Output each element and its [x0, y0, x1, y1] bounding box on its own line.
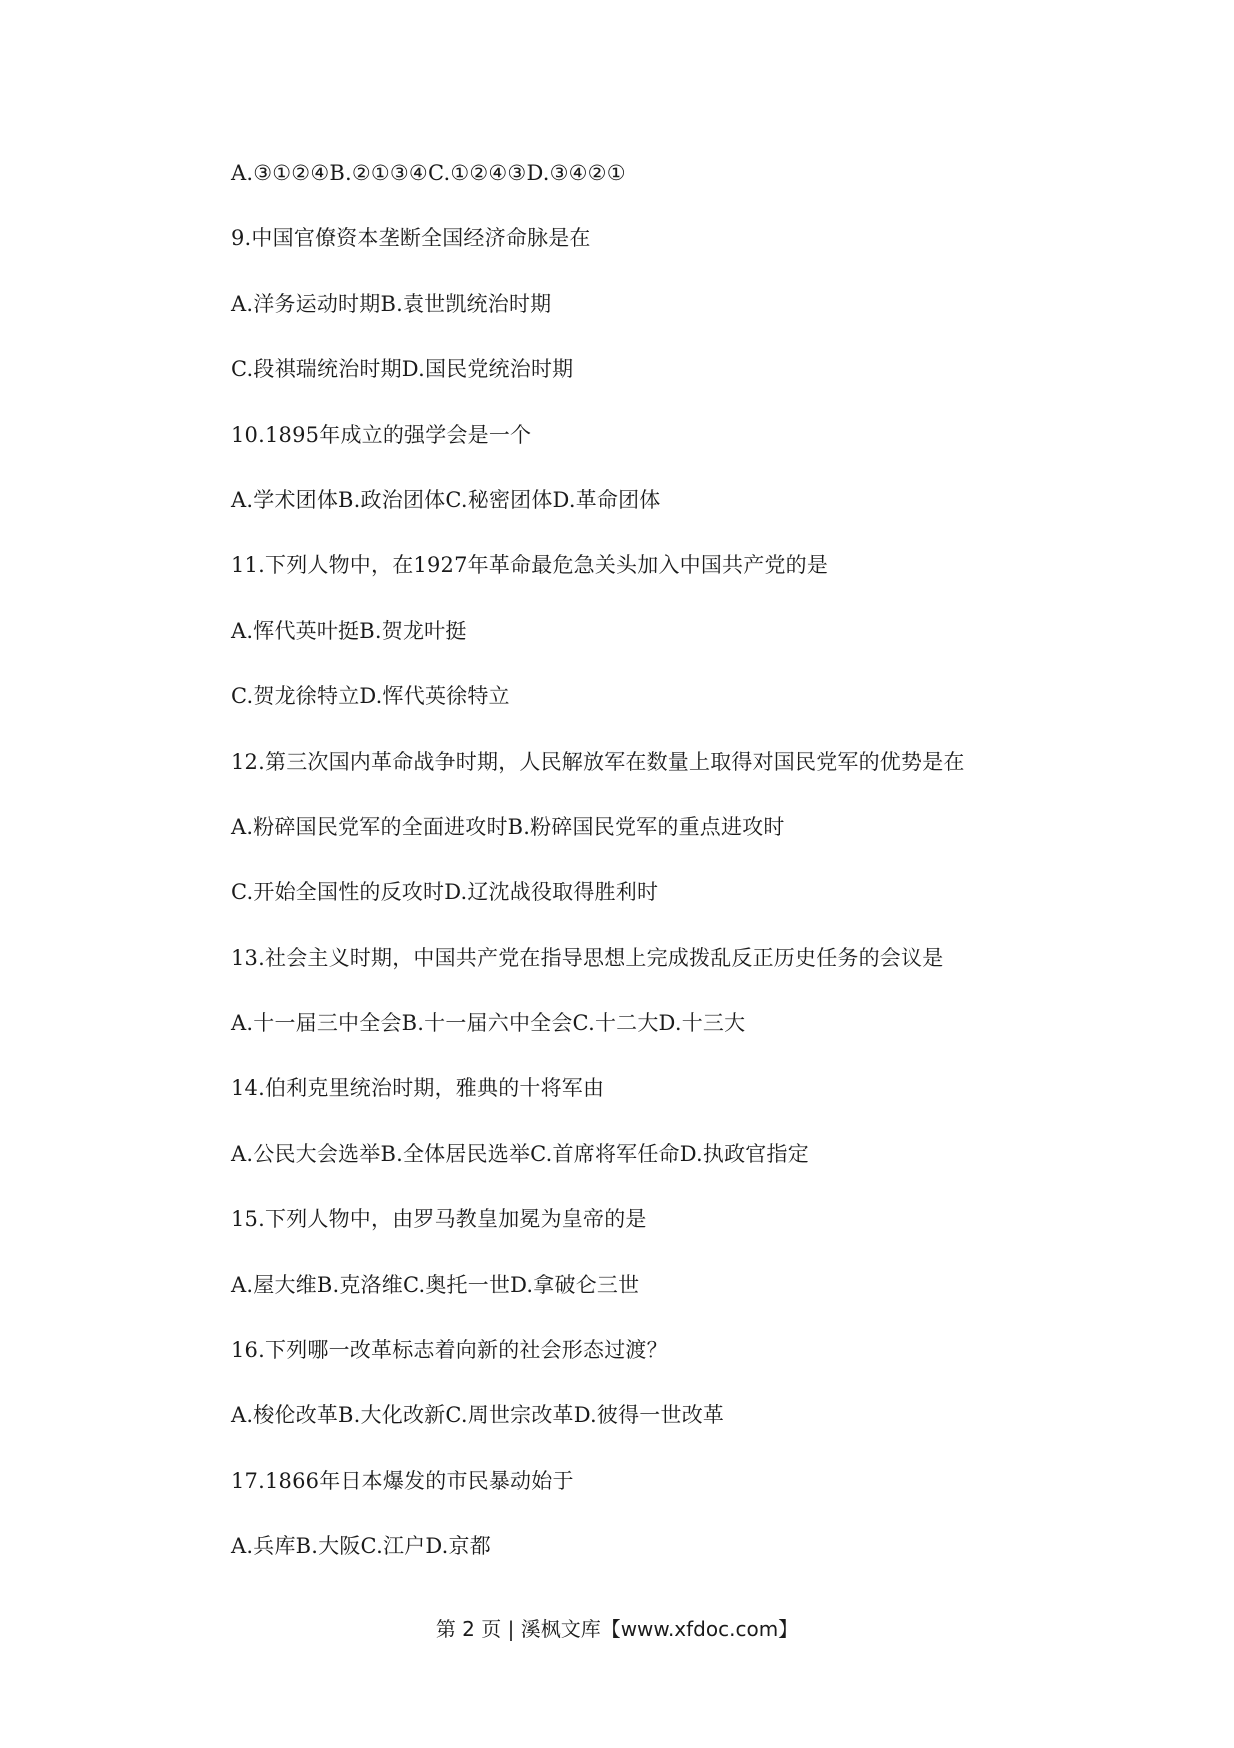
options-line-q14: A.公民大会选举B.全体居民选举C.首席将军任命D.执政官指定	[231, 1141, 809, 1166]
question-13: 13.社会主义时期，中国共产党在指导思想上完成拨乱反正历史任务的会议是	[231, 945, 944, 970]
question-14: 14.伯利克里统治时期，雅典的十将军由	[231, 1076, 605, 1101]
options-line-q10: A.学术团体B.政治团体C.秘密团体D.革命团体	[231, 487, 661, 512]
options-line-q16: A.梭伦改革B.大化改新C.周世宗改革D.彼得一世改革	[231, 1403, 725, 1428]
question-11: 11.下列人物中，在1927年革命最危急关头加入中国共产党的是	[231, 553, 829, 578]
question-list	[231, 159, 1131, 1598]
options-line-q12-b: C.开始全国性的反攻时D.辽沈战役取得胜利时	[231, 880, 659, 905]
options-line-q8: A.③①②④B.②①③④C.①②④③D.③④②①	[231, 161, 626, 185]
options-line-q9-b: C.段祺瑞统治时期D.国民党统治时期	[231, 357, 574, 382]
options-line-q9-a: A.洋务运动时期B.袁世凯统治时期	[231, 291, 552, 316]
question-16: 16.下列哪一改革标志着向新的社会形态过渡？	[231, 1338, 668, 1363]
options-line-q12-a: A.粉碎国民党军的全面进攻时B.粉碎国民党军的重点进攻时	[231, 814, 785, 839]
options-line-q13: A.十一届三中全会B.十一届六中全会C.十二大D.十三大	[231, 1011, 746, 1036]
options-line-q15: A.屋大维B.克洛维C.奥托一世D.拿破仑三世	[231, 1272, 640, 1297]
options-line-q17: A.兵库B.大阪C.江户D.京都	[231, 1534, 491, 1559]
question-12: 12.第三次国内革命战争时期，人民解放军在数量上取得对国民党军的优势是在	[231, 749, 965, 774]
question-15: 15.下列人物中，由罗马教皇加冕为皇帝的是	[231, 1207, 647, 1232]
options-line-q11-b: C.贺龙徐特立D.恽代英徐特立	[231, 684, 510, 709]
question-17: 17.1866年日本爆发的市民暴动始于	[231, 1468, 574, 1493]
page-footer: 第 2 页 | 溪枫文库【www.xfdoc.com】	[435, 1617, 799, 1641]
question-10: 10.1895年成立的强学会是一个	[231, 422, 532, 447]
options-line-q11-a: A.恽代英叶挺B.贺龙叶挺	[231, 618, 467, 643]
question-9: 9.中国官僚资本垄断全国经济命脉是在	[231, 226, 591, 251]
